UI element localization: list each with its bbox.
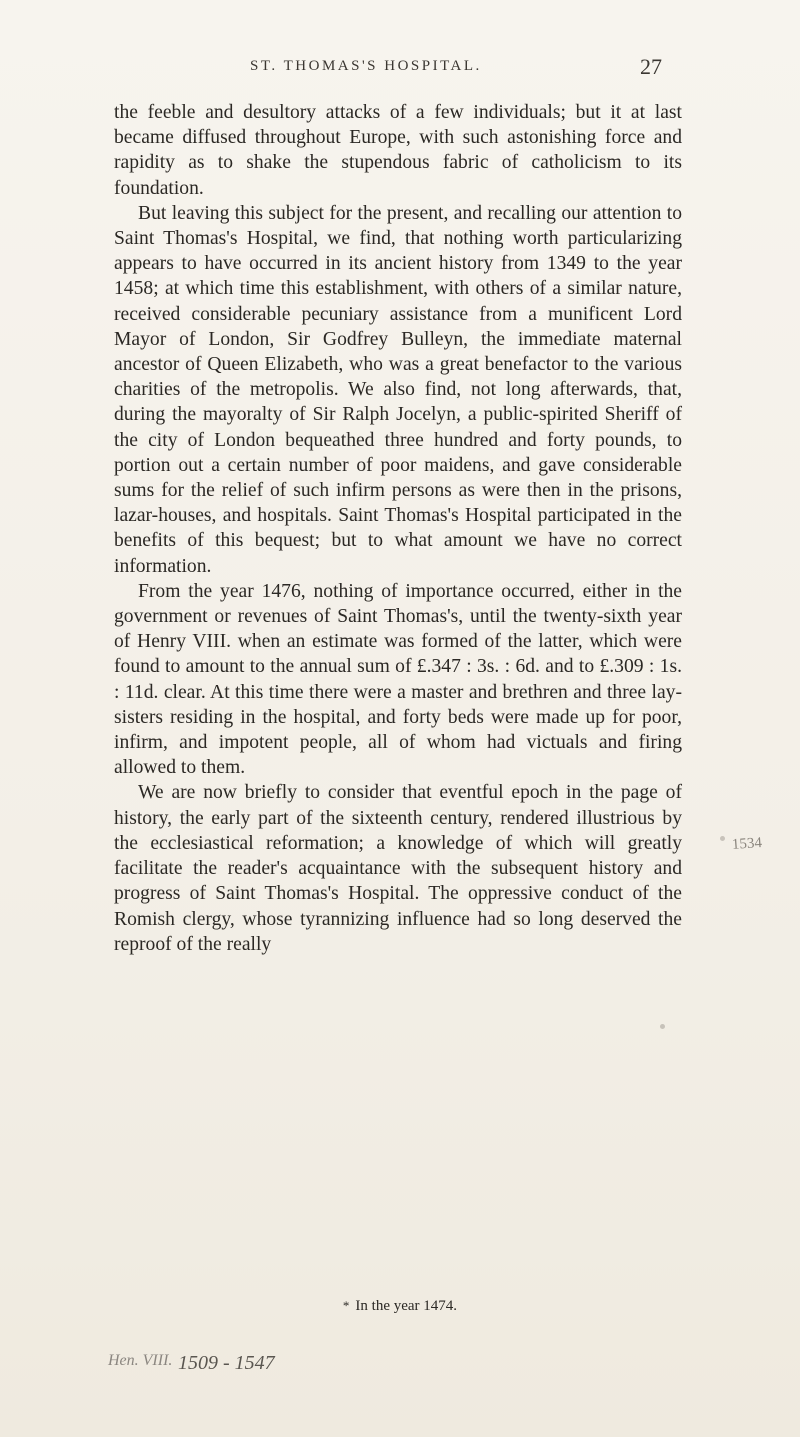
paragraph: From the year 1476, nothing of importance occurred, either in the government or revenues of Saint Thomas's, until the twenty-sixth year of Henry VIII. when an estimate was formed of the latter, which were found to amount to the annual sum of £.347 : 3s. : 6d. and to £.309 : 1s. : 11d. clear. At this time there were a master and brethren and three lay-sisters residing in the hospital, and forty beds were made up for poor, infirm, and impotent people, all of whom had victuals and firing allowed to them. (114, 580, 682, 779)
paragraph: We are now briefly to consider that eventful epoch in the page of history, the early part of the sixteenth century, rendered illustrious by the ecclesiastical reformation; a knowledge of which will greatly facilitate the reader's acquaintance with the subsequent history and progress of Saint Thomas's Hospital. The oppressive conduct of the Romish clergy, whose tyrannizing influence had so long deserved the reproof of the really (114, 782, 682, 955)
paragraph: the feeble and desultory attacks of a few individuals; but it at last became diffused throughout Europe, with such astonishing force and rapidity as to shake the stupendous fabric of catholicism to its foundation. (114, 102, 682, 199)
footnote (0, 1298, 800, 1315)
margin-annotation: 1534 (731, 834, 763, 854)
page-number: 27 (640, 54, 662, 79)
ink-smudge (720, 836, 725, 841)
handwritten-note-left: Hen. VIII. (108, 1352, 173, 1369)
ink-smudge (660, 1024, 665, 1029)
footnote-text: In the year 1474. (355, 1298, 458, 1314)
paragraph: But leaving this subject for the present, and recalling our attention to Saint Thomas's Hospital, we find, that nothing worth particularizing appears to have occurred in its ancient history from 1349 to the year 1458; at which time this establishment, with others of a similar nature, received considerable pecuniary assistance from a munificent Lord Mayor of London, Sir Godfrey Bulleyn, the immediate maternal ancestor of Queen Elizabeth, who was a great benefactor to the various charities of the metropolis. We also find, not long afterwards, that, during the mayoralty of Sir Ralph Jocelyn, a public-spirited Sheriff of the city of London bequeathed three hundred and forty pounds, to portion out a certain number of poor maidens, and gave considerable sums for the relief of such infirm persons as were then in the prisons, lazar-houses, and hospitals. Saint Thomas's Hospital participated in the benefits of this bequest; but to what amount we have no correct information. (114, 202, 682, 577)
footnote-marker: * (342, 1298, 350, 1313)
body-text (114, 100, 682, 957)
running-title: ST. THOMAS'S HOSPITAL. (250, 58, 482, 74)
handwritten-note-dates: 1509 - 1547 (178, 1352, 275, 1374)
running-head (0, 52, 800, 82)
